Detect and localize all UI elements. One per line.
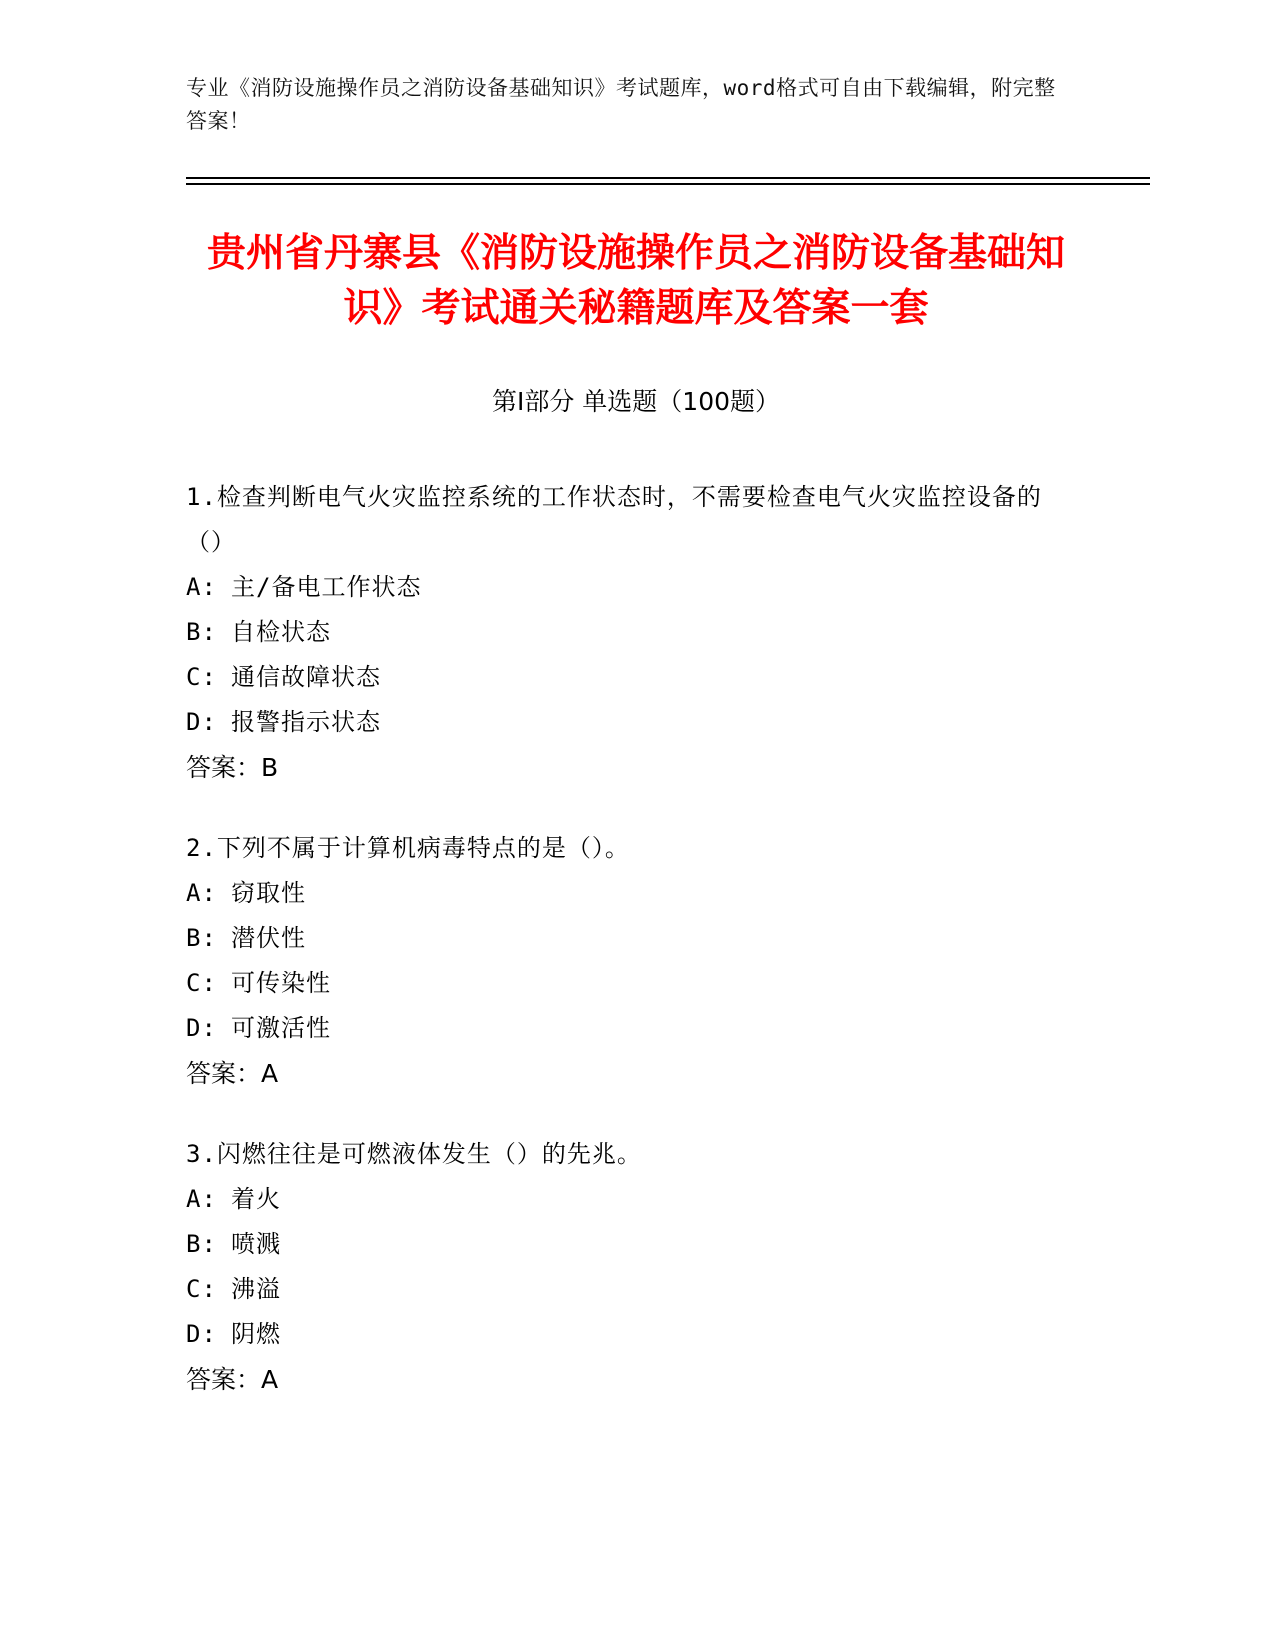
question-list: [186, 475, 1066, 1438]
option-text: 自检状态: [231, 618, 331, 646]
option-letter: C:: [186, 969, 217, 997]
option-letter: B:: [186, 1230, 217, 1258]
option-letter: D:: [186, 708, 217, 736]
option-text: 沸溢: [231, 1275, 281, 1303]
option-text: 潜伏性: [231, 924, 306, 952]
option-letter: A:: [186, 879, 217, 907]
option-letter: A:: [186, 573, 217, 601]
option-a: [186, 1177, 1066, 1222]
question-stem: 2.下列不属于计算机病毒特点的是（）。: [186, 834, 630, 862]
document-title: 贵州省丹寨县《消防设施操作员之消防设备基础知识》考试通关秘籍题库及答案一套: [206, 231, 1065, 331]
option-a: [186, 565, 1066, 610]
section-title: 第Ⅰ部分 单选题（100题）: [491, 387, 781, 416]
answer-value: A: [261, 1059, 279, 1088]
answer-line: [186, 1051, 1066, 1096]
answer-value: B: [261, 753, 279, 782]
answer-value: A: [261, 1365, 279, 1394]
option-c: [186, 655, 1066, 700]
option-text: 主/备电工作状态: [231, 573, 422, 601]
option-text: 通信故障状态: [231, 663, 381, 691]
answer-label: 答案：: [186, 1365, 262, 1394]
option-letter: D:: [186, 1014, 217, 1042]
option-text: 阴燃: [231, 1320, 281, 1348]
option-text: 窃取性: [231, 879, 306, 907]
option-text: 喷溅: [231, 1230, 281, 1258]
header-note: 专业《消防设施操作员之消防设备基础知识》考试题库，word格式可自由下载编辑，附完整答案！: [186, 76, 1056, 133]
option-b: [186, 916, 1066, 961]
question-1: [186, 475, 1066, 790]
option-text: 报警指示状态: [231, 708, 381, 736]
option-c: [186, 1267, 1066, 1312]
option-d: [186, 1312, 1066, 1357]
option-b: [186, 1222, 1066, 1267]
option-b: [186, 610, 1066, 655]
header-rule-top: [186, 177, 1150, 179]
option-letter: D:: [186, 1320, 217, 1348]
option-letter: A:: [186, 1185, 217, 1213]
answer-line: [186, 1357, 1066, 1402]
question-3: [186, 1132, 1066, 1402]
question-2: [186, 826, 1066, 1096]
option-c: [186, 961, 1066, 1006]
question-stem: 1.检查判断电气火灾监控系统的工作状态时，不需要检查电气火灾监控设备的（）: [186, 483, 1042, 556]
option-text: 可传染性: [231, 969, 331, 997]
option-letter: B:: [186, 618, 217, 646]
header-rule-bottom: [186, 183, 1150, 185]
option-letter: C:: [186, 663, 217, 691]
question-stem: 3.闪燃往往是可燃液体发生（）的先兆。: [186, 1140, 642, 1168]
option-a: [186, 871, 1066, 916]
answer-line: [186, 745, 1066, 790]
answer-label: 答案：: [186, 753, 262, 782]
option-letter: C:: [186, 1275, 217, 1303]
option-text: 着火: [231, 1185, 281, 1213]
answer-label: 答案：: [186, 1059, 262, 1088]
option-d: [186, 700, 1066, 745]
option-letter: B:: [186, 924, 217, 952]
option-d: [186, 1006, 1066, 1051]
option-text: 可激活性: [231, 1014, 331, 1042]
